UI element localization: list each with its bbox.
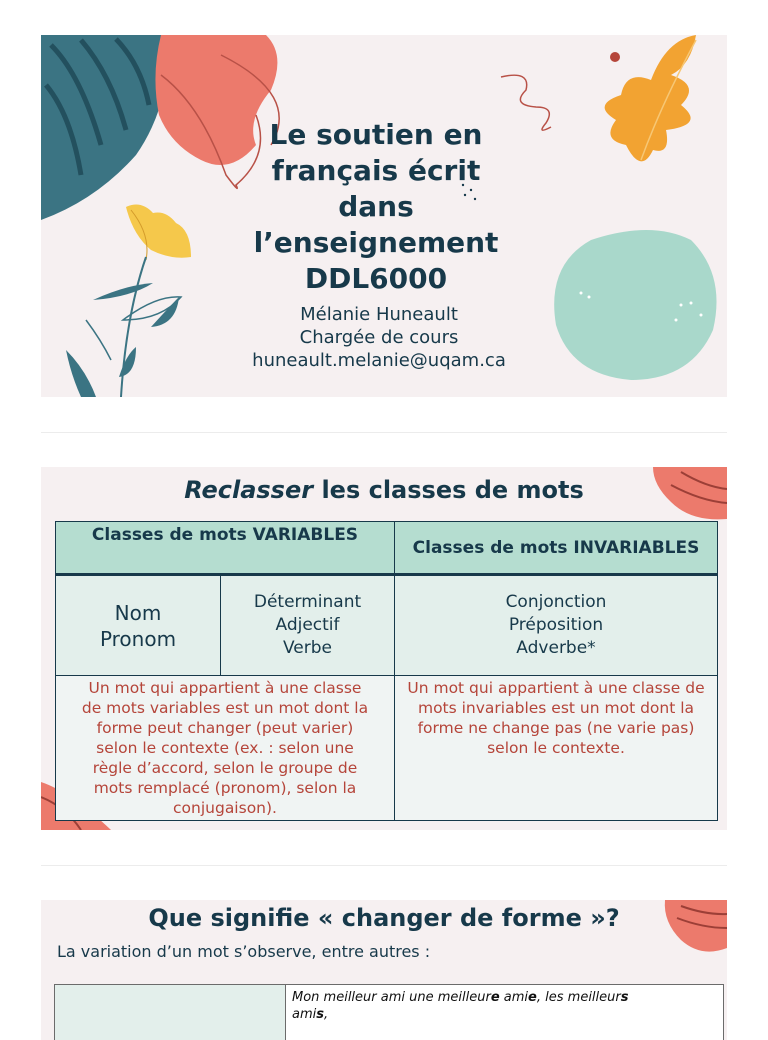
example-text: ami (292, 1007, 316, 1022)
form-change-slide (41, 900, 727, 1040)
variables-description: Un mot qui appartient à une classe de mots variables est un mot dont la forme peut changer (peut varier) selon le contexte (ex. : selon une règle d’accord, selon le groupe de mots remplacé (pronom), selon la conjugaison). (56, 676, 395, 821)
word-class: Conjonction (399, 591, 713, 614)
variables-others-cell (221, 575, 395, 676)
example-ending: s (316, 1007, 324, 1022)
word-class: Adverbe* (399, 637, 713, 660)
example-text: une meilleur (409, 990, 491, 1005)
invariables-cell (395, 575, 718, 676)
variables-nouns-cell (56, 575, 221, 676)
title-emphasis: Reclasser (184, 476, 313, 504)
slide-title (226, 117, 526, 297)
title-rest: les classes de mots (313, 476, 584, 504)
title-line: Le soutien en (226, 117, 526, 153)
slide-separator (41, 432, 727, 433)
word-class: Verbe (225, 637, 390, 660)
title-line: l’enseignement (226, 225, 526, 261)
word-class: Préposition (399, 614, 713, 637)
slide-separator (41, 865, 727, 866)
slide-title: Que signifie « changer de forme »? (41, 904, 727, 932)
title-line: français écrit (226, 153, 526, 189)
word-classes-slide (41, 467, 727, 830)
author-role: Chargée de cours (201, 326, 557, 349)
word-class: Nom (60, 600, 216, 626)
word-class: Adjectif (225, 614, 390, 637)
word-class: Déterminant (225, 591, 390, 614)
example-ending: e (528, 990, 537, 1005)
example-text: , les meilleur (537, 990, 621, 1005)
title-line: DDL6000 (226, 261, 526, 297)
slide-title (41, 476, 727, 504)
word-class: Pronom (60, 626, 216, 652)
author-email: huneault.melanie@uqam.ca (201, 349, 557, 372)
header-invariables: Classes de mots INVARIABLES (395, 522, 718, 575)
invariables-description: Un mot qui appartient à une classe de mots invariables est un mot dont la forme ne change pas (ne varie pas) selon le contexte. (395, 676, 718, 821)
header-variables: Classes de mots VARIABLES (56, 522, 395, 575)
example-text: ami (500, 990, 528, 1005)
slide-subtitle (201, 303, 557, 372)
example-text: Mon meilleur ami (292, 990, 409, 1005)
slide-intro: La variation d’un mot s’observe, entre autres : (57, 942, 430, 961)
variation-example-cell (286, 985, 724, 1040)
title-line: dans (226, 189, 526, 225)
variation-type-cell (55, 985, 286, 1040)
example-text: , (324, 1007, 328, 1022)
author-name: Mélanie Huneault (201, 303, 557, 326)
example-ending: s (621, 990, 629, 1005)
variation-table (54, 984, 724, 1040)
example-ending: e (491, 990, 500, 1005)
title-slide (41, 35, 727, 397)
word-classes-table (55, 521, 718, 821)
